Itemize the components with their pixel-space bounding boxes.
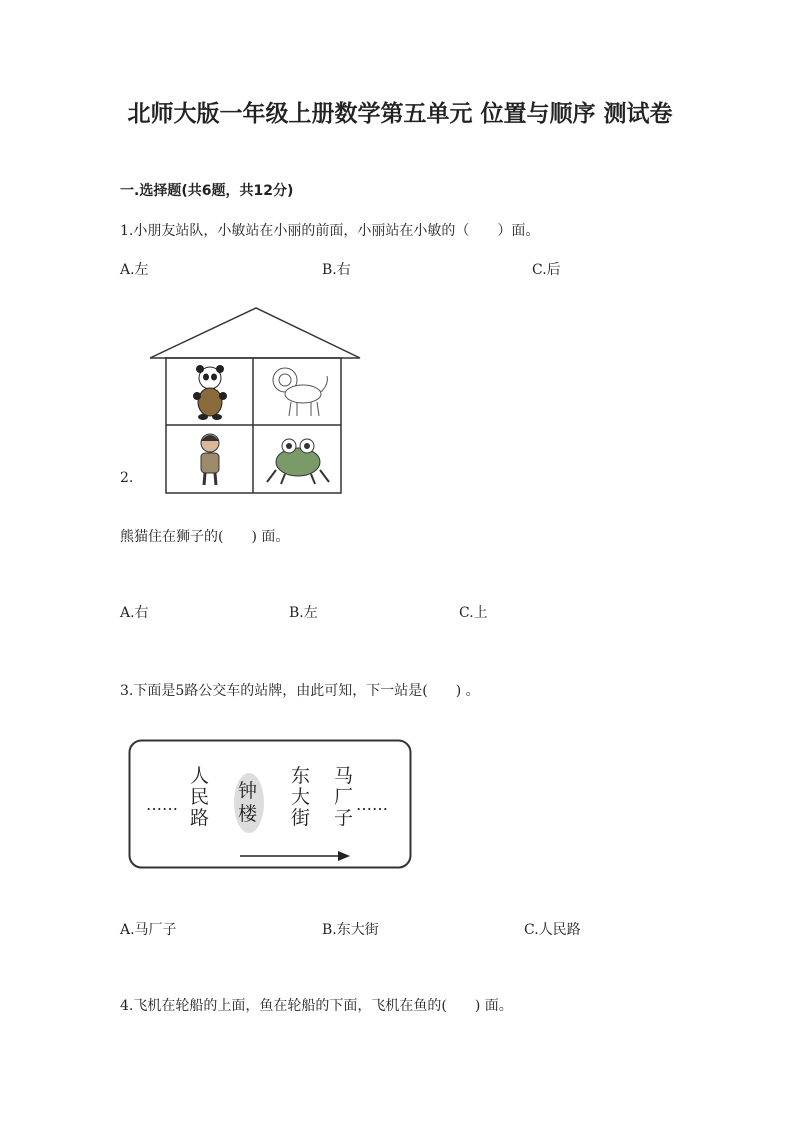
station-machangzi: 马厂子 [334,765,354,829]
q3-option-c[interactable]: C.人民路 [524,922,581,938]
q1-option-b[interactable]: B.右 [322,262,351,278]
question-4: 4.飞机在轮船的上面，鱼在轮船的下面，飞机在鱼的( ) 面。 [120,998,513,1014]
child-icon [168,427,252,491]
q2-option-b[interactable]: B.左 [289,605,318,621]
panda-icon [168,360,252,424]
q2-option-c[interactable]: C.上 [459,605,488,621]
lion-icon [256,360,340,424]
frog-icon [256,427,340,491]
station-bell-tower: 钟楼 [238,780,258,825]
station-dongda-street: 东大街 [291,765,311,829]
question-2-number: 2. [120,470,134,486]
q1-option-c[interactable]: C.后 [532,262,561,278]
page-title: 北师大版一年级上册数学第五单元 位置与顺序 测试卷 [127,101,673,127]
sign-dots-left: …… [146,795,178,814]
house-figure [146,305,366,500]
station-renmin-road: 人民路 [190,765,210,829]
q2-option-a[interactable]: A.右 [120,605,149,621]
q3-option-b[interactable]: B.东大街 [322,922,379,938]
sign-dots-right: …… [356,795,388,814]
bus-stop-sign [128,739,412,869]
q1-option-a[interactable]: A.左 [120,262,149,278]
question-2: 熊猫住在狮子的( ) 面。 [120,529,290,545]
section-heading: 一.选择题(共6题，共12分) [120,183,294,199]
question-3: 3.下面是5路公交车的站牌，由此可知，下一站是( ) 。 [120,683,480,699]
question-1: 1.小朋友站队，小敏站在小丽的前面，小丽站在小敏的（ ）面。 [120,223,540,239]
q3-option-a[interactable]: A.马厂子 [120,922,177,938]
